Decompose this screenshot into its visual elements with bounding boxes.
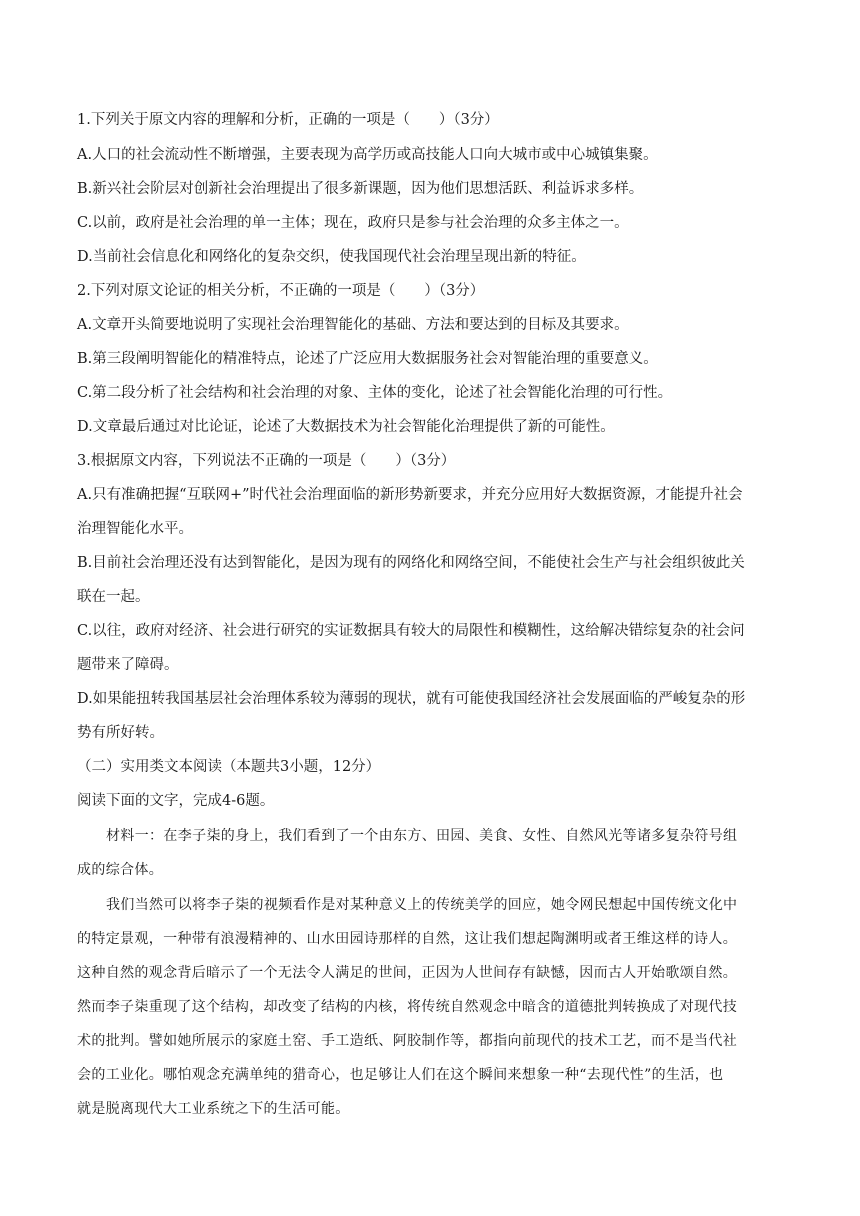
q3-option-b-line2: 联在一起。 xyxy=(77,589,150,605)
q3-option-a-line1: A.只有准确把握“互联网+”时代社会治理面临的新形势新要求，并充分应用好大数据资源，才能提升社会 xyxy=(77,487,743,503)
material1-p1-line1: 材料一：在李子柒的身上，我们看到了一个由东方、田园、美食、女性、自然风光等诸多复杂符号组 xyxy=(106,828,738,844)
q2-option-d: D.文章最后通过对比论证，论述了大数据技术为社会智能化治理提供了新的可能性。 xyxy=(77,419,615,435)
q3-option-c-line2: 题带来了障碍。 xyxy=(77,657,179,673)
q1-option-d: D.当前社会信息化和网络化的复杂交织，使我国现代社会治理呈现出新的特征。 xyxy=(77,249,586,265)
q3-option-d-line2: 势有所好转。 xyxy=(77,725,164,741)
material1-p2-line3: 这种自然的观念背后暗示了一个无法令人满足的世间，正因为人世间存有缺憾，因而古人开始歌颂自然。 xyxy=(77,965,738,981)
material1-p2-line1: 我们当然可以将李子柒的视频看作是对某种意义上的传统美学的回应，她令网民想起中国传统文化中 xyxy=(106,897,738,913)
q2-stem: 2.下列对原文论证的相关分析，不正确的一项是（ ）（3分） xyxy=(77,283,485,299)
material1-p2-line7: 就是脱离现代大工业系统之下的生活可能。 xyxy=(77,1101,350,1117)
q1-option-a: A.人口的社会流动性不断增强，主要表现为高学历或高技能人口向大城市或中心城镇集聚。 xyxy=(77,147,658,163)
q2-option-a: A.文章开头简要地说明了实现社会治理智能化的基础、方法和要达到的目标及其要求。 xyxy=(77,317,629,333)
q1-option-b: B.新兴社会阶层对创新社会治理提出了很多新课题，因为他们思想活跃、利益诉求多样。 xyxy=(77,181,644,197)
q2-option-b: B.第三段阐明智能化的精准特点，论述了广泛应用大数据服务社会对智能治理的重要意义。 xyxy=(77,351,658,367)
material1-p1-line2: 成的综合体。 xyxy=(77,862,164,878)
material1-p2-line4: 然而李子柒重现了这个结构，却改变了结构的内核，将传统自然观念中暗含的道德批判转换成了对现代技 xyxy=(77,999,738,1015)
q3-option-c-line1: C.以往，政府对经济、社会进行研究的实证数据具有较大的局限性和模糊性，这给解决错综复杂的社会问 xyxy=(77,623,745,639)
q1-option-c: C.以前，政府是社会治理的单一主体；现在，政府只是参与社会治理的众多主体之一。 xyxy=(77,215,629,231)
material1-p2-line5: 术的批判。譬如她所展示的家庭土窑、手工造纸、阿胶制作等，都指向前现代的技术工艺，而不是当代社 xyxy=(77,1033,738,1049)
section-heading: （二）实用类文本阅读（本题共3小题，12分） xyxy=(77,759,381,775)
section-instruction: 阅读下面的文字，完成4-6题。 xyxy=(77,793,275,809)
material1-p2-line6: 会的工业化。哪怕观念充满单纯的猎奇心，也足够让人们在这个瞬间来想象一种“去现代性”的生活，也 xyxy=(77,1067,724,1083)
q3-stem: 3.根据原文内容，下列说法不正确的一项是（ ）（3分） xyxy=(77,453,456,469)
q3-option-d-line1: D.如果能扭转我国基层社会治理体系较为薄弱的现状，就有可能使我国经济社会发展面临的严峻复杂的形 xyxy=(77,691,746,707)
q3-option-a-line2: 治理智能化水平。 xyxy=(77,521,193,537)
q1-stem: 1.下列关于原文内容的理解和分析，正确的一项是（ ）（3分） xyxy=(77,112,499,128)
q2-option-c: C.第二段分析了社会结构和社会治理的对象、主体的变化，论述了社会智能化治理的可行性。 xyxy=(77,385,673,401)
material1-p2-line2: 的特定景观，一种带有浪漫精神的、山水田园诗那样的自然，这让我们想起陶渊明或者王维这样的诗人。 xyxy=(77,931,738,947)
q3-option-b-line1: B.目前社会治理还没有达到智能化，是因为现有的网络化和网络空间，不能使社会生产与社会组织彼此关 xyxy=(77,555,745,571)
